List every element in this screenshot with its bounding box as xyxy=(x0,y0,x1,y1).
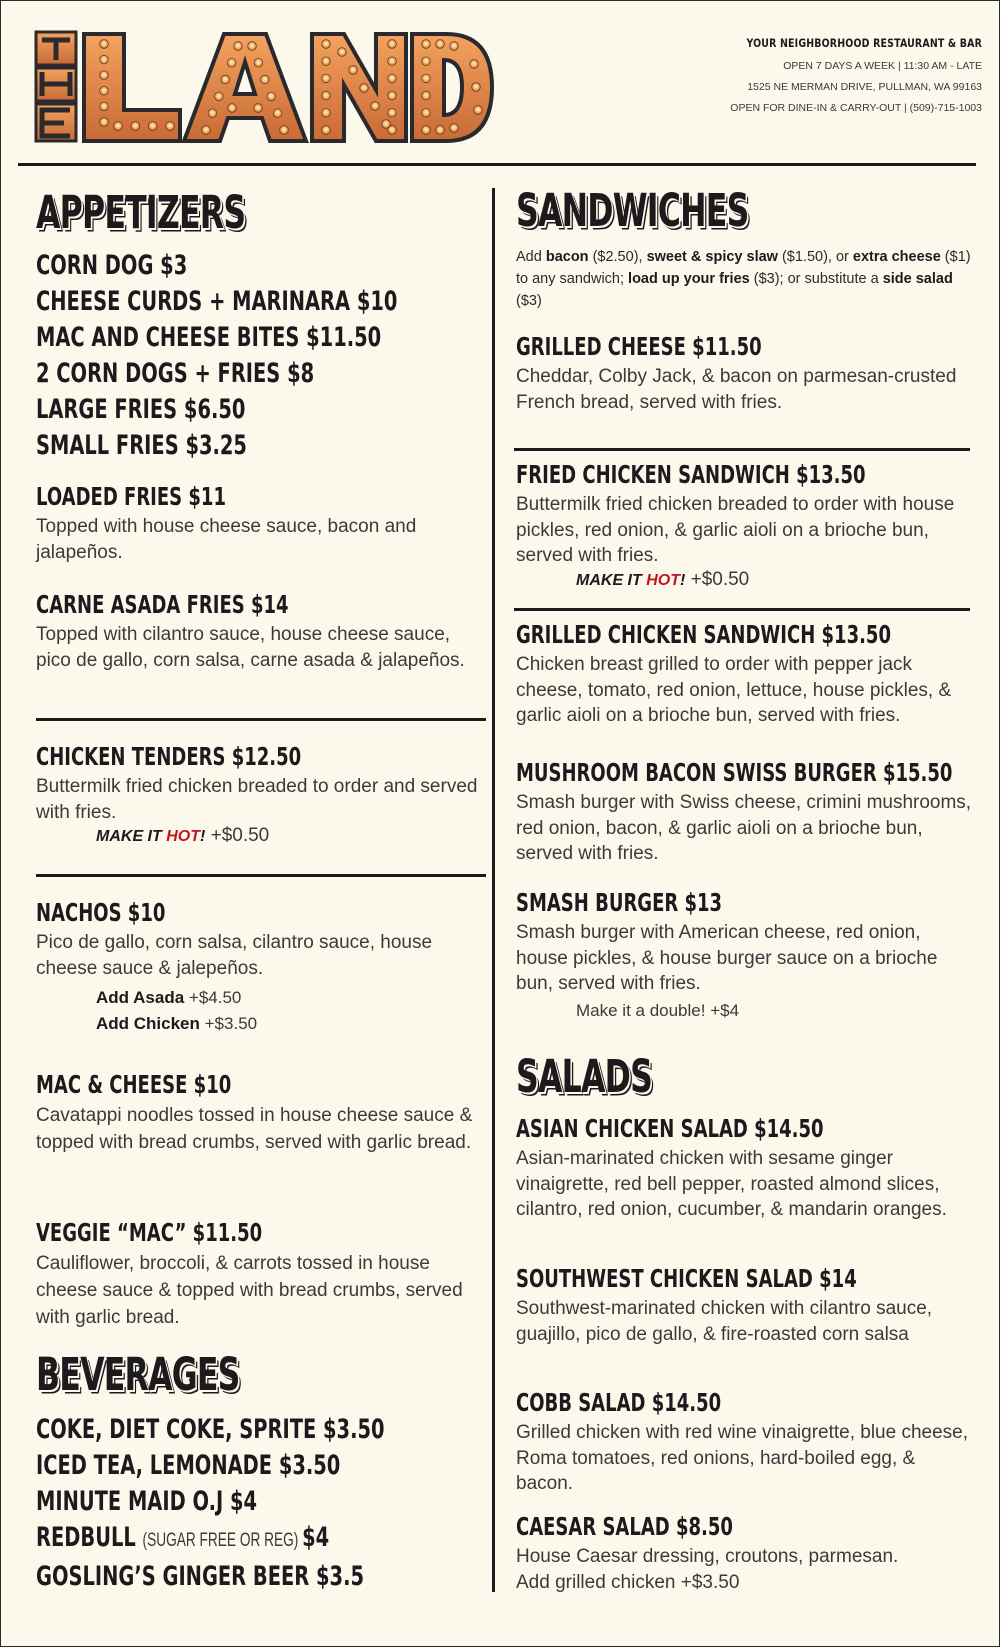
item-title: ASIAN CHICKEN SALAD $14.50 xyxy=(516,1114,824,1143)
item-title: COBB SALAD $14.50 xyxy=(516,1388,722,1417)
item-title: CHICKEN TENDERS $12.50 xyxy=(36,742,302,771)
caesar-salad-item xyxy=(516,1510,972,1595)
marquee-bulb xyxy=(254,104,263,113)
header-divider xyxy=(18,163,976,166)
carne-asada-item xyxy=(36,588,486,673)
item-description: Topped with cilantro sauce, house cheese sauce, pico de gallo, corn salsa, carne asada & jalapeños. xyxy=(36,624,465,671)
menu-item: MAC AND CHEESE BITES $11.50 xyxy=(36,322,382,353)
marquee-bulb xyxy=(322,74,331,83)
marquee-bulb xyxy=(436,126,445,135)
item-title: FRIED CHICKEN SANDWICH $13.50 xyxy=(516,460,866,489)
fried-chicken-item xyxy=(516,458,972,591)
marquee-bulb xyxy=(474,106,483,115)
make-it-hot-note: MAKE IT HOT! +$0.50 xyxy=(576,568,750,590)
item-description: Cauliflower, broccoli, & carrots tossed in house cheese sauce & topped with bread crumbs, served with garlic bread. xyxy=(36,1253,463,1328)
smash-burger-item xyxy=(516,886,972,1021)
marquee-bulb xyxy=(422,74,431,83)
beverages-heading: BEVERAGES xyxy=(36,1348,240,1401)
marquee-bulb xyxy=(322,91,331,100)
appetizer-simple-list xyxy=(36,248,486,464)
restaurant-info xyxy=(542,36,982,123)
marquee-bulb xyxy=(422,57,431,66)
marquee-bulb xyxy=(322,40,331,49)
marquee-bulb xyxy=(470,60,479,69)
marquee-bulb xyxy=(215,92,224,101)
section-rule xyxy=(36,874,486,877)
item-description: Asian-marinated chicken with sesame ginger vinaigrette, red bell pepper, roasted almond slices, cilantro, red onion, cucumber, & mandarin oranges. xyxy=(516,1148,947,1220)
marquee-bulb xyxy=(280,126,289,135)
marquee-bulb xyxy=(228,104,237,113)
the-land-logo xyxy=(34,30,494,145)
menu-item: LARGE FRIES $6.50 xyxy=(36,394,246,425)
marquee-bulb xyxy=(273,109,282,118)
beverage-list xyxy=(36,1412,486,1595)
marquee-bulb xyxy=(267,92,276,101)
marquee-bulb xyxy=(388,126,397,135)
marquee-bulb xyxy=(450,124,459,133)
marquee-bulb xyxy=(388,40,397,49)
marquee-bulb xyxy=(114,122,123,131)
marquee-bulb xyxy=(100,55,109,64)
item-description: Buttermilk fried chicken breaded to order with house pickles, red onion, & garlic aioli on a brioche bun, served with fries. xyxy=(516,494,955,566)
item-title: LOADED FRIES $11 xyxy=(36,482,226,511)
item-description: Cavatappi noodles tossed in house cheese sauce & topped with bread crumbs, served with garlic bread. xyxy=(36,1105,473,1153)
item-title: NACHOS $10 xyxy=(36,898,166,927)
marquee-bulb xyxy=(261,75,270,84)
marquee-bulb xyxy=(422,126,431,135)
marquee-bulb xyxy=(322,57,331,66)
marquee-bulb xyxy=(100,87,109,96)
marquee-bulb xyxy=(148,122,157,131)
marquee-bulb xyxy=(221,75,230,84)
item-description: Smash burger with American cheese, red onion, house pickles, & house burger sauce on a brioche bun, served with fries. xyxy=(516,922,938,994)
menu-item: MINUTE MAID O.J $4 xyxy=(36,1486,258,1517)
section-rule xyxy=(514,608,970,611)
item-description: House Caesar dressing, croutons, parmesan. xyxy=(516,1546,899,1567)
make-it-hot-note: MAKE IT HOT! +$0.50 xyxy=(96,825,270,846)
mac-cheese-item xyxy=(36,1068,486,1156)
item-title: SMASH BURGER $13 xyxy=(516,888,723,917)
service-phone: OPEN FOR DINE-IN & CARRY-OUT | (509)-715-1003 xyxy=(730,102,982,114)
item-title: VEGGIE “MAC” $11.50 xyxy=(36,1218,263,1247)
marquee-bulb xyxy=(322,109,331,118)
marquee-bulb xyxy=(422,40,431,49)
marquee-bulb xyxy=(450,42,459,51)
menu-item-redbull: REDBULL (SUGAR FREE OR REG) $4 xyxy=(36,1522,330,1553)
menu-item: 2 CORN DOGS + FRIES $8 xyxy=(36,358,315,389)
column-divider xyxy=(492,188,495,1592)
marquee-bulb xyxy=(100,102,109,111)
marquee-bulb xyxy=(100,71,109,80)
marquee-bulb xyxy=(436,40,445,49)
menu-item: SMALL FRIES $3.25 xyxy=(36,430,247,461)
menu-item: GOSLING’S GINGER BEER $3.5 xyxy=(36,1561,364,1592)
marquee-bulb xyxy=(388,74,397,83)
section-rule xyxy=(36,718,486,721)
grilled-chicken-item xyxy=(516,618,972,729)
marquee-bulb xyxy=(202,126,211,135)
marquee-bulb xyxy=(248,42,257,51)
item-description: Pico de gallo, corn salsa, cilantro sauce, house cheese sauce & jalepeños. xyxy=(36,932,433,979)
item-title: CARNE ASADA FRIES $14 xyxy=(36,590,289,619)
salads-heading: SALADS xyxy=(516,1050,653,1103)
loaded-fries-item xyxy=(36,480,486,565)
grilled-cheese-item xyxy=(516,330,972,415)
marquee-bulb xyxy=(472,83,481,92)
item-description: Chicken breast grilled to order with pepper jack cheese, tomato, red onion, lettuce, house pickles, & garlic aioli on a brioche bun, served with fries. xyxy=(516,654,952,726)
item-description: Smash burger with Swiss cheese, crimini mushrooms, red onion, bacon, & garlic aioli on a brioche bun, served with fries. xyxy=(516,792,972,864)
marquee-bulb xyxy=(388,57,397,66)
marquee-bulb xyxy=(234,42,243,51)
sandwiches-heading: SANDWICHES xyxy=(516,184,749,237)
marquee-bulb xyxy=(338,48,347,57)
marquee-bulb xyxy=(422,91,431,100)
asian-salad-item xyxy=(516,1112,972,1223)
double-note: Make it a double! +$4 xyxy=(576,1000,740,1020)
southwest-salad-item xyxy=(516,1262,972,1347)
caesar-addon: Add grilled chicken +$3.50 xyxy=(516,1571,740,1593)
item-description: Buttermilk fried chicken breaded to order and served with fries. xyxy=(36,776,478,823)
section-rule xyxy=(514,448,970,451)
marquee-bulb xyxy=(100,40,109,49)
item-title: SOUTHWEST CHICKEN SALAD $14 xyxy=(516,1264,857,1293)
marquee-bulb xyxy=(100,118,109,127)
marquee-bulb xyxy=(131,122,140,131)
item-title: MUSHROOM BACON SWISS BURGER $15.50 xyxy=(516,758,953,787)
nachos-item xyxy=(36,896,486,1037)
marquee-bulb xyxy=(371,102,380,111)
tagline: YOUR NEIGHBORHOOD RESTAURANT & BAR xyxy=(746,36,982,50)
menu-item: ICED TEA, LEMONADE $3.50 xyxy=(36,1450,341,1481)
mushroom-burger-item xyxy=(516,756,972,867)
hours: OPEN 7 DAYS A WEEK | 11:30 AM - LATE xyxy=(783,60,982,72)
item-description: Grilled chicken with red wine vinaigrette, blue cheese, Roma tomatoes, red onions, hard-boiled egg, & bacon. xyxy=(516,1422,969,1494)
item-title: CAESAR SALAD $8.50 xyxy=(516,1512,733,1541)
marquee-bulb xyxy=(388,91,397,100)
item-description: Southwest-marinated chicken with cilantro sauce, guajillo, pico de gallo, & fire-roasted corn salsa xyxy=(516,1298,933,1345)
chicken-tenders-item xyxy=(36,740,486,847)
marquee-logo-graphic xyxy=(34,30,494,145)
item-title: GRILLED CHEESE $11.50 xyxy=(516,332,762,361)
item-description: Cheddar, Colby Jack, & bacon on parmesan-crusted French bread, served with fries. xyxy=(516,366,957,413)
veggie-mac-item xyxy=(36,1216,486,1331)
item-title: GRILLED CHICKEN SANDWICH $13.50 xyxy=(516,620,891,649)
marquee-bulb xyxy=(254,59,263,68)
marquee-bulb xyxy=(166,122,175,131)
marquee-bulb xyxy=(388,109,397,118)
marquee-bulb xyxy=(422,109,431,118)
marquee-bulb xyxy=(349,66,358,75)
address: 1525 NE MERMAN DRIVE, PULLMAN, WA 99163 xyxy=(747,81,982,93)
marquee-bulb xyxy=(208,109,217,118)
cobb-salad-item xyxy=(516,1386,972,1497)
marquee-bulb xyxy=(227,59,236,68)
menu-item: CORN DOG $3 xyxy=(36,250,188,281)
menu-item: CHEESE CURDS + MARINARA $10 xyxy=(36,286,398,317)
appetizers-heading: APPETIZERS xyxy=(36,186,246,239)
item-description: Topped with house cheese sauce, bacon and jalapeños. xyxy=(36,516,417,563)
logo-the-letters xyxy=(36,32,76,141)
item-title: MAC & CHEESE $10 xyxy=(36,1070,232,1099)
marquee-bulb xyxy=(322,126,331,135)
sandwich-addons-intro: Add bacon ($2.50), sweet & spicy slaw ($1.50), or extra cheese ($1) to any sandwich; load up your fries ($3); or substitute a side salad ($3) xyxy=(516,249,971,309)
marquee-bulb xyxy=(360,84,369,93)
menu-item: COKE, DIET COKE, SPRITE $3.50 xyxy=(36,1414,385,1445)
addon-asada: Add Asada +$4.50 xyxy=(96,988,242,1007)
addon-chicken: Add Chicken +$3.50 xyxy=(96,1014,258,1033)
